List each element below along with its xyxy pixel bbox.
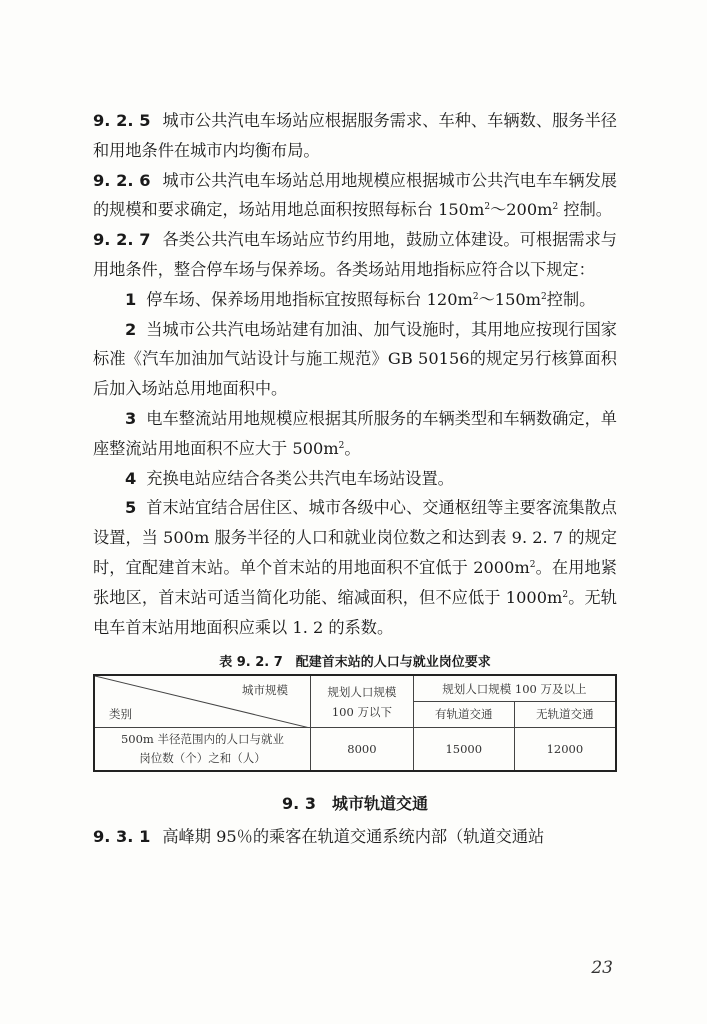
header-col-under-1m bbox=[311, 675, 414, 727]
header-category: 类别 bbox=[109, 706, 132, 721]
superscript: 2 bbox=[472, 291, 479, 302]
clause-number: 9. 3. 1 bbox=[93, 827, 151, 847]
superscript: 2 bbox=[529, 559, 536, 570]
item-1 bbox=[93, 285, 617, 315]
clause-text: 控制。 bbox=[558, 200, 612, 220]
item-2 bbox=[93, 315, 617, 404]
header-city-scale: 城市规模 bbox=[242, 683, 288, 698]
item-number: 2 bbox=[125, 319, 137, 339]
superscript: 2 bbox=[338, 440, 345, 451]
clause-9-3-1 bbox=[93, 822, 617, 852]
item-number: 3 bbox=[125, 408, 137, 428]
superscript: 2 bbox=[552, 202, 559, 213]
header-with-rail: 有轨道交通 bbox=[413, 701, 514, 727]
item-text: 控制。 bbox=[546, 289, 596, 309]
header-col-over-1m: 规划人口规模 100 万及以上 bbox=[413, 675, 616, 701]
clause-text: 城市公共汽电车场站应根据服务需求、车种、车辆数、服务半径和用地条件在城市内均衡布局。 bbox=[93, 111, 617, 160]
diagonal-header-cell bbox=[94, 675, 311, 727]
item-4 bbox=[93, 464, 617, 494]
item-text: 停车场、保养场用地指标宜按照每标台 120m bbox=[146, 289, 473, 309]
item-text: 首末站宜结合居住区、城市各级中心、交通枢纽等主要客流集散点设置，当 500m 服务半径的人口和就业岗位数之和达到表 9. 2. 7 的规定时，宜配建首末站。单个首末站的用地面积不宜低于 2000m bbox=[93, 498, 617, 577]
section-name: 城市轨道交通 bbox=[331, 794, 428, 814]
clause-number: 9. 2. 5 bbox=[93, 111, 151, 130]
row-label-text: 500m 半径范围内的人口与就业 bbox=[120, 732, 284, 747]
superscript: 2 bbox=[541, 291, 547, 302]
superscript: 2 bbox=[562, 589, 569, 600]
item-3 bbox=[93, 404, 617, 464]
clause-9-2-5 bbox=[93, 106, 617, 166]
row-label-text: 岗位数（个）之和（人） bbox=[139, 751, 266, 766]
clause-9-2-7 bbox=[93, 225, 617, 285]
header-text: 100 万以下 bbox=[331, 704, 392, 719]
document-page bbox=[93, 106, 617, 852]
table-title: 表 9. 2. 7 配建首末站的人口与就业岗位要求 bbox=[219, 655, 491, 671]
clause-number: 9. 2. 6 bbox=[93, 170, 151, 190]
item-text: 。无轨电车首末站用地面积应乘以 1. 2 的系数。 bbox=[93, 587, 617, 637]
clause-number: 9. 2. 7 bbox=[93, 230, 151, 250]
item-text: 。在用地紧张地区，首末站可适当简化功能、缩减面积，但不应低于 1000m bbox=[93, 557, 617, 607]
clause-text: ～200m bbox=[490, 200, 553, 220]
superscript: 2 bbox=[484, 202, 491, 213]
header-without-rail: 无轨道交通 bbox=[514, 701, 616, 727]
item-text: 。 bbox=[344, 438, 361, 458]
clause-text: 高峰期 95％的乘客在轨道交通系统内部（轨道交通站 bbox=[162, 827, 545, 847]
header-text: 规划人口规模 bbox=[327, 684, 397, 699]
requirements-table bbox=[93, 674, 617, 772]
clause-9-2-6 bbox=[93, 166, 617, 226]
item-number: 1 bbox=[125, 289, 137, 309]
item-text: 电车整流站用地规模应根据其所服务的车辆类型和车辆数确定，单座整流站用地面积不应大于 500m bbox=[93, 408, 617, 458]
item-text: 当城市公共汽电场站建有加油、加气设施时，其用地应按现行国家标准《汽车加油加气站设计与施工规范》GB 50156的规定另行核算面积后加入场站总用地面积中。 bbox=[93, 319, 617, 399]
item-number: 4 bbox=[125, 468, 137, 488]
section-title bbox=[93, 786, 617, 822]
clause-text: 各类公共汽电车场站应节约用地，鼓励立体建设。可根据需求与用地条件，整合停车场与保养场。各类场站用地指标应符合以下规定： bbox=[93, 230, 617, 279]
section-number: 9. 3 bbox=[282, 794, 316, 814]
item-5 bbox=[93, 493, 617, 642]
table-cell: 12000 bbox=[514, 727, 616, 771]
item-text: 充换电站应结合各类公共汽电车场站设置。 bbox=[146, 468, 454, 488]
item-number: 5 bbox=[125, 498, 137, 518]
page-number: 23 bbox=[591, 958, 613, 978]
item-text: ～150m bbox=[478, 289, 542, 309]
clause-text: 城市公共汽电车场站总用地规模应根据城市公共汽电车车辆发展的规模和要求确定，场站用地总面积按照每标台 150m bbox=[93, 170, 617, 220]
table-cell: 8000 bbox=[311, 727, 414, 771]
table-cell: 15000 bbox=[413, 727, 514, 771]
row-label bbox=[94, 727, 311, 771]
